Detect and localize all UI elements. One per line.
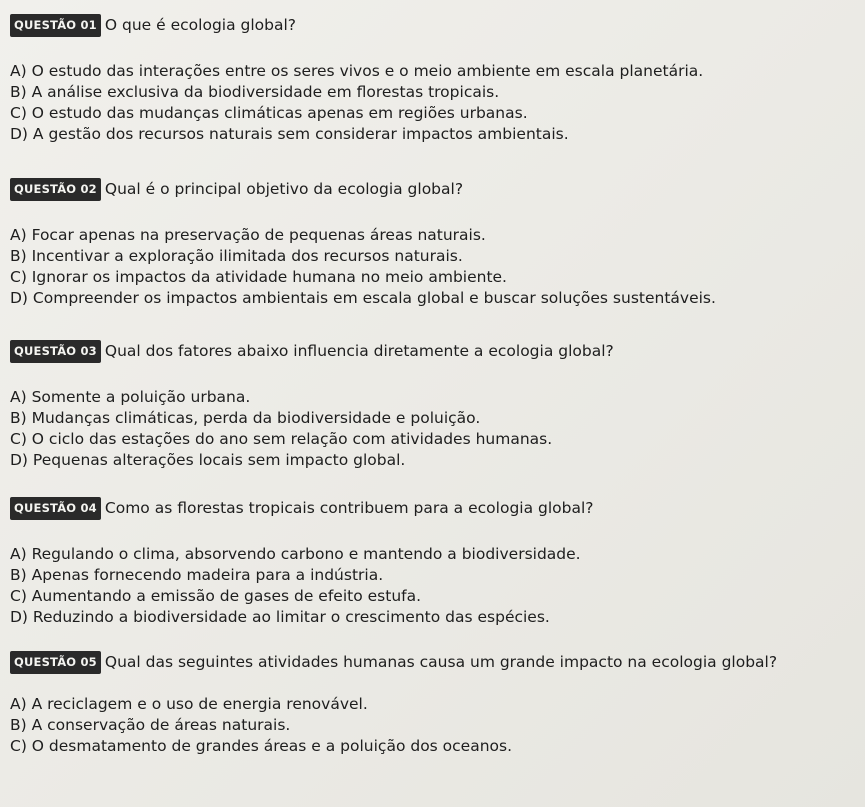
question-header — [10, 340, 855, 363]
answer-options — [10, 544, 855, 628]
question-header — [10, 178, 855, 201]
question-header — [10, 651, 855, 674]
option-a[interactable]: A) O estudo das interações entre os seres vivos e o meio ambiente em escala planetária. — [10, 62, 704, 80]
question-text: Qual é o principal objetivo da ecologia global? — [104, 180, 464, 198]
answer-options — [10, 225, 855, 309]
question-01 — [10, 14, 855, 145]
option-b[interactable]: B) Incentivar a exploração ilimitada dos recursos naturais. — [10, 247, 463, 265]
question-number-badge: QUESTÃO 03 — [10, 340, 101, 363]
option-c[interactable]: C) Aumentando a emissão de gases de efeito estufa. — [10, 587, 422, 605]
question-text: Qual das seguintes atividades humanas causa um grande impacto na ecologia global? — [104, 653, 778, 671]
answer-options — [10, 61, 855, 145]
question-header — [10, 497, 855, 520]
option-d[interactable]: D) Compreender os impactos ambientais em escala global e buscar soluções sustentáveis. — [10, 289, 716, 307]
option-b[interactable]: B) A análise exclusiva da biodiversidade em florestas tropicais. — [10, 83, 500, 101]
option-d[interactable]: D) A gestão dos recursos naturais sem considerar impactos ambientais. — [10, 125, 569, 143]
option-b[interactable]: B) Apenas fornecendo madeira para a indústria. — [10, 566, 384, 584]
option-d[interactable]: D) Reduzindo a biodiversidade ao limitar o crescimento das espécies. — [10, 608, 550, 626]
question-text: Como as florestas tropicais contribuem para a ecologia global? — [104, 499, 594, 517]
option-c[interactable]: C) Ignorar os impactos da atividade humana no meio ambiente. — [10, 268, 507, 286]
question-number-badge: QUESTÃO 04 — [10, 497, 101, 520]
option-c[interactable]: C) O desmatamento de grandes áreas e a poluição dos oceanos. — [10, 737, 513, 755]
option-d[interactable]: D) Pequenas alterações locais sem impacto global. — [10, 451, 406, 469]
question-number-badge: QUESTÃO 02 — [10, 178, 101, 201]
question-text: O que é ecologia global? — [104, 16, 297, 34]
question-05 — [10, 651, 855, 757]
option-a[interactable]: A) Somente a poluição urbana. — [10, 388, 251, 406]
question-number-badge: QUESTÃO 05 — [10, 651, 101, 674]
option-b[interactable]: B) A conservação de áreas naturais. — [10, 716, 291, 734]
question-02 — [10, 178, 855, 309]
question-04 — [10, 497, 855, 628]
question-header — [10, 14, 855, 37]
option-b[interactable]: B) Mudanças climáticas, perda da biodiversidade e poluição. — [10, 409, 481, 427]
answer-options — [10, 694, 855, 757]
question-number-badge: QUESTÃO 01 — [10, 14, 101, 37]
answer-options — [10, 387, 855, 471]
option-c[interactable]: C) O estudo das mudanças climáticas apenas em regiões urbanas. — [10, 104, 528, 122]
option-c[interactable]: C) O ciclo das estações do ano sem relação com atividades humanas. — [10, 430, 553, 448]
question-text: Qual dos fatores abaixo influencia diretamente a ecologia global? — [104, 342, 614, 360]
option-a[interactable]: A) A reciclagem e o uso de energia renovável. — [10, 695, 368, 713]
question-03 — [10, 340, 855, 471]
option-a[interactable]: A) Regulando o clima, absorvendo carbono e mantendo a biodiversidade. — [10, 545, 581, 563]
option-a[interactable]: A) Focar apenas na preservação de pequenas áreas naturais. — [10, 226, 486, 244]
